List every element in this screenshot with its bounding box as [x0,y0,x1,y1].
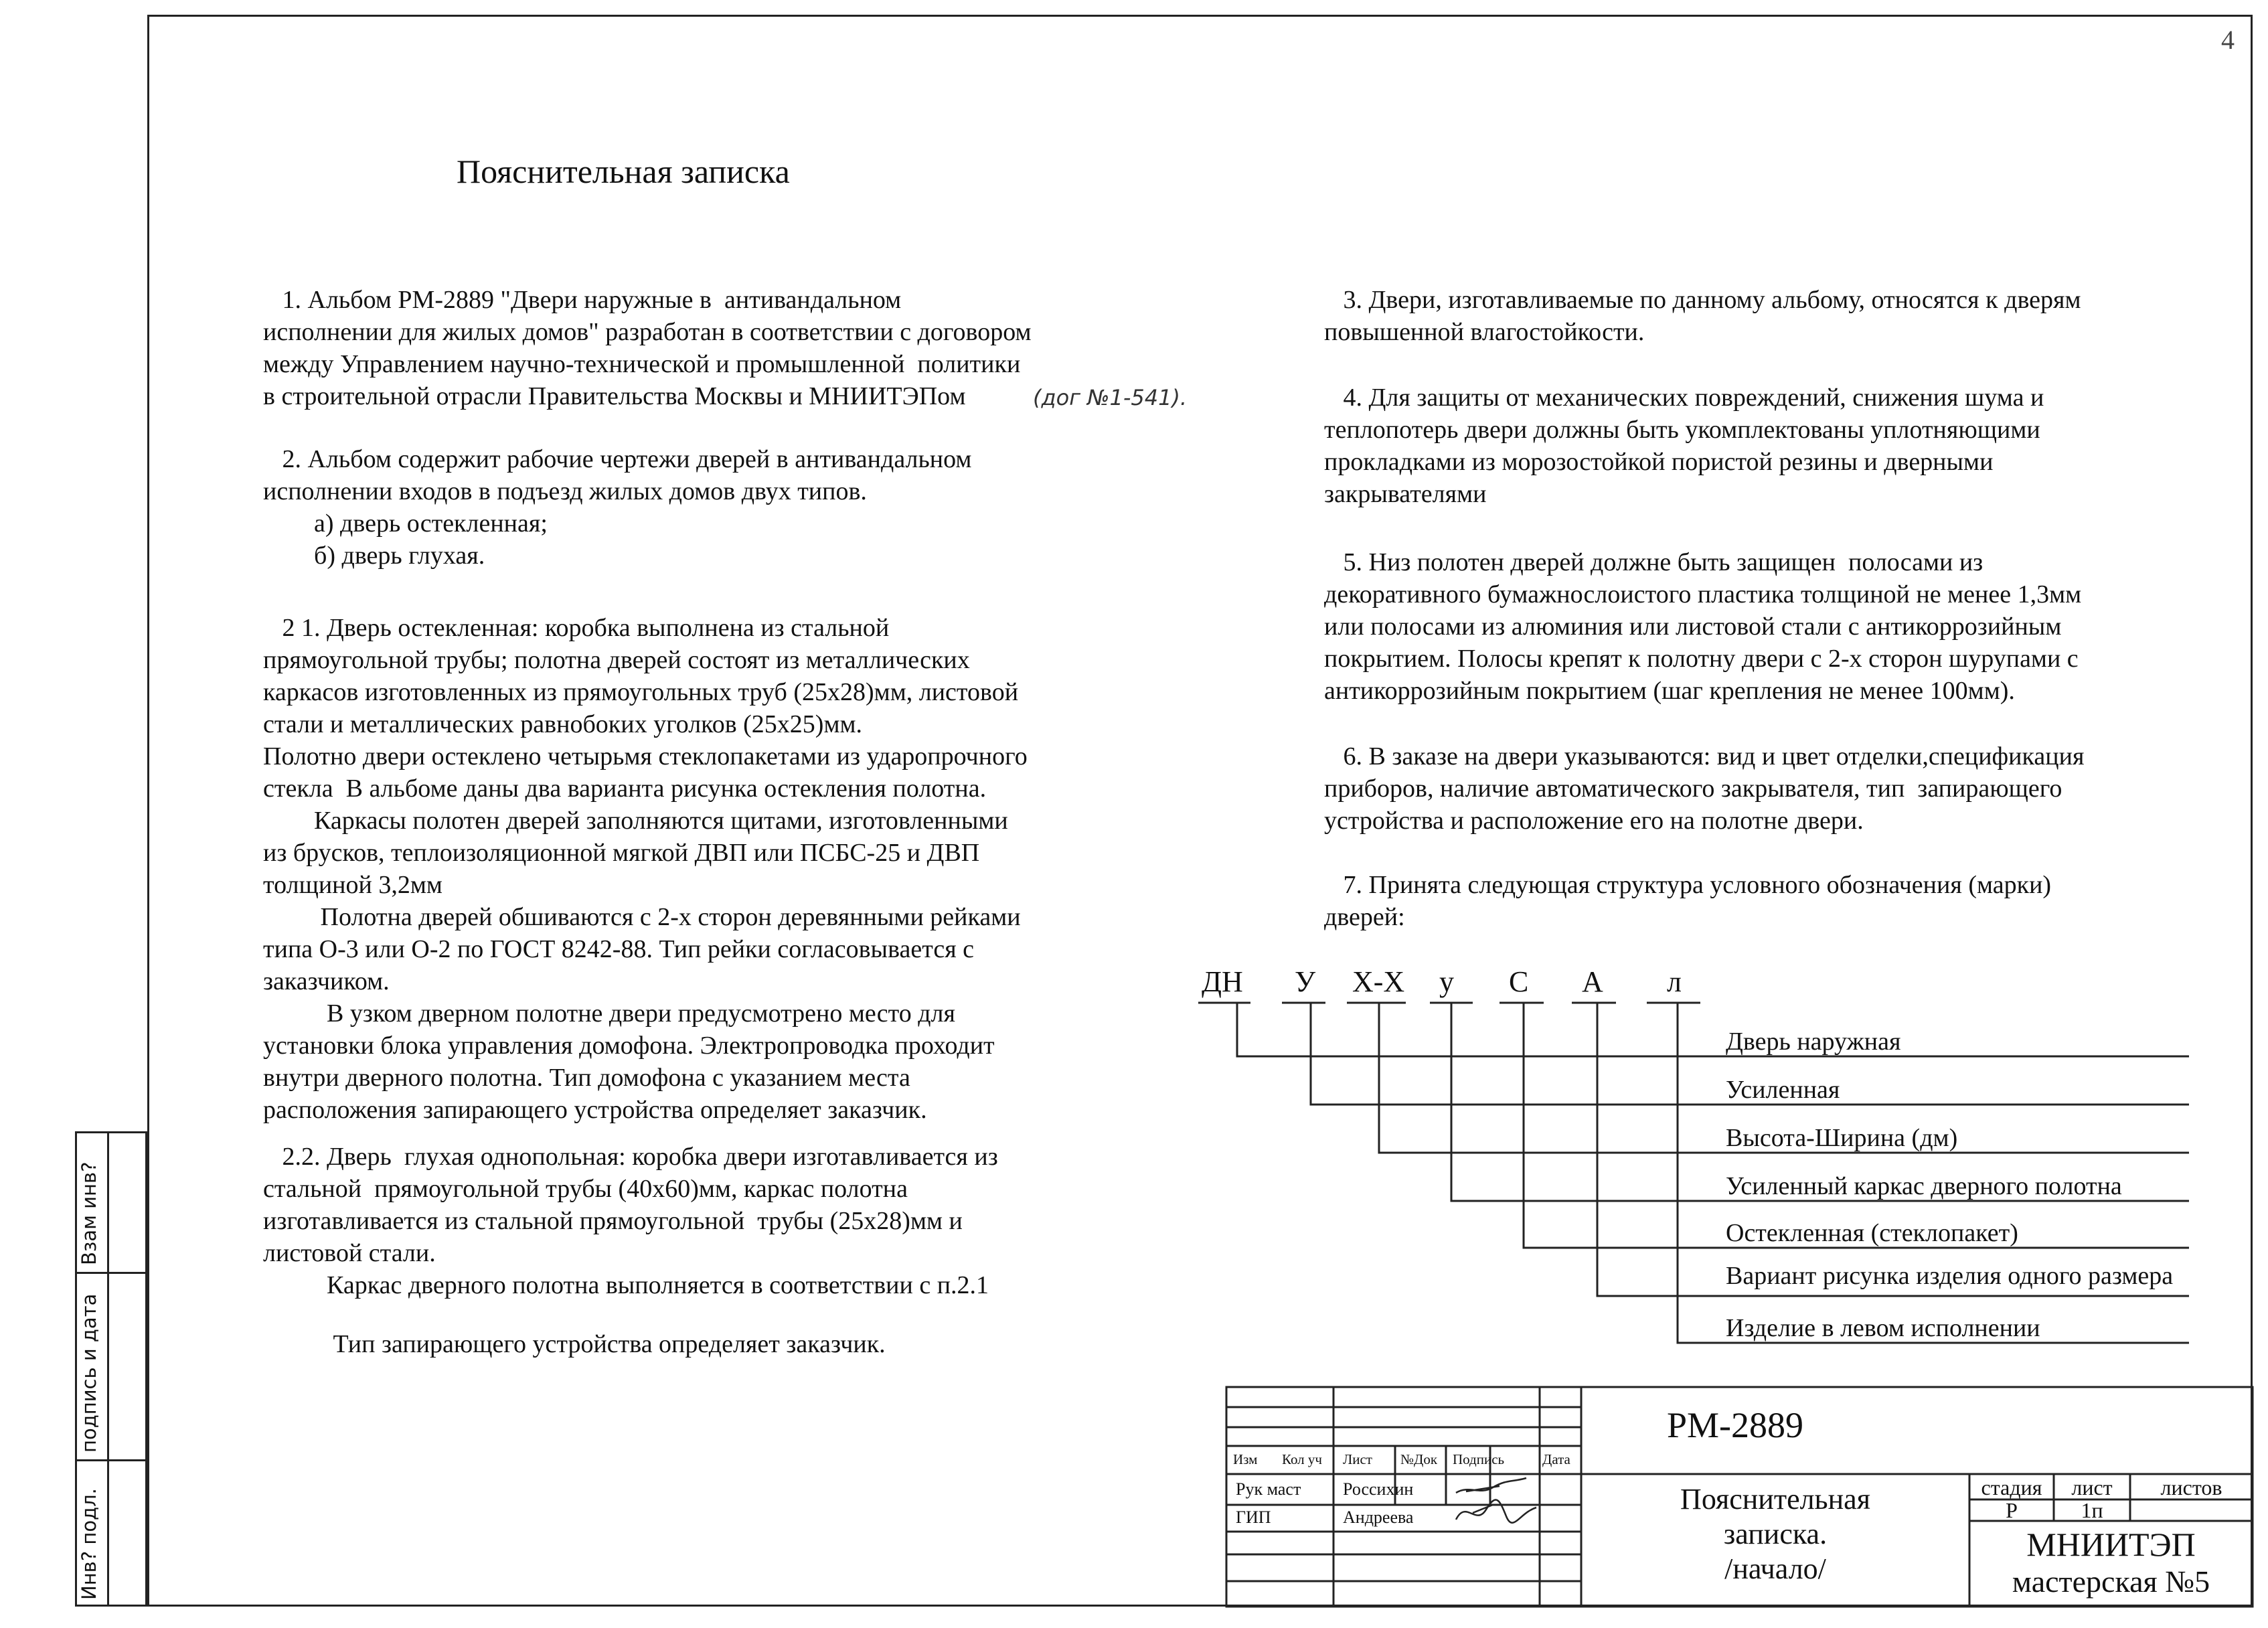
left-para-line: Полотно двери остеклено четырьмя стеклопакетами из ударопрочного [263,742,1028,770]
designation-label: Вариант рисунка изделия одного размера [1726,1262,2174,1290]
stage-header: стадия [1981,1475,2042,1499]
left-para-line: прямоугольной трубы; полотна дверей состоят из металлических [263,646,970,674]
right-para-line: декоративного бумажнослоистого пластика толщиной не менее 1,3мм [1324,580,2082,608]
organization-name: МНИИТЭП [2026,1526,2196,1563]
designation-code: ДН [1202,965,1243,998]
left-para-line: исполнении для жилых домов" разработан в соответствии с договором [263,318,1032,346]
tb-header-izm: Изм [1233,1451,1258,1467]
left-para-line: в строительной отрасли Правительства Москвы и МНИИТЭПом [263,382,966,410]
designation-label: Высота-Ширина (дм) [1726,1124,1958,1152]
right-para-line: антикоррозийным покрытием (шаг крепления не менее 100мм). [1324,677,2015,705]
signature-image [1453,1473,1540,1533]
left-para-line: 2.2. Дверь глухая однопольная: коробка двери изготавливается из [263,1143,998,1171]
side-stamp-replace-label: Взам инв? [78,1161,100,1265]
document-title-line: Пояснительная [1680,1483,1870,1516]
right-para-line: 4. Для защиты от механических повреждений, снижения шума и [1324,384,2044,412]
left-para-line: заказчиком. [263,967,390,995]
document-title-line: /начало/ [1724,1552,1826,1585]
tb-person: Андреева [1343,1508,1414,1527]
left-para-line: типа О-3 или О-2 по ГОСТ 8242-88. Тип рейки согласовывается с [263,935,975,963]
left-para-line: установки блока управления домофона. Электропроводка проходит [263,1032,995,1060]
tb-person: Россихин [1343,1479,1414,1499]
page-title: Пояснительная записка [457,153,790,190]
tb-role: ГИП [1236,1508,1271,1527]
designation-code: у [1439,965,1454,998]
side-stamp-inv-label: Инв? подл. [78,1488,100,1600]
sheet-header: лист [2071,1475,2113,1499]
left-para-line: Каркас дверного полотна выполняется в соответствии с п.2.1 [263,1271,989,1299]
designation-code: С [1509,965,1529,998]
designation-label: Остекленная (стеклопакет) [1726,1219,2018,1247]
document-title-line: записка. [1723,1518,1828,1550]
left-para-line: внутри дверного полотна. Тип домофона с указанием места [263,1064,910,1092]
left-para-line: 2 1. Дверь остекленная: коробка выполнена из стальной [263,614,890,642]
right-para-line: 3. Двери, изготавливаемые по данному альбому, относятся к дверям [1324,286,2081,314]
left-para-line: В узком дверном полотне двери предусмотрено место для [263,999,955,1028]
left-para-line: стекла В альбоме даны два варианта рисунка остекления полотна. [263,775,987,803]
designation-code: У [1295,965,1316,998]
side-stamp-sign-label: подпись и дата [78,1293,100,1453]
left-para-line: стали и металлических равнобоких уголков (25х25)мм. [263,710,863,738]
designation-label: Дверь наружная [1726,1028,1901,1056]
left-para-line: б) дверь глухая. [263,542,485,570]
designation-label: Изделие в левом исполнении [1726,1314,2040,1342]
designation-label: Усиленная [1726,1076,1840,1104]
left-para-line: изготавливается из стальной прямоугольной трубы (25х28)мм и [263,1207,963,1235]
right-para-line: теплопотерь двери должны быть укомплектованы уплотняющими [1324,416,2040,444]
left-para-line: толщиной 3,2мм [263,871,442,899]
page-number: 4 [2221,25,2235,55]
left-para-line: из брусков, теплоизоляционной мягкой ДВП или ПСБС-25 и ДВП [263,839,980,867]
designation-code: А [1582,965,1603,998]
tb-header-date: Дата [1542,1451,1570,1467]
right-para-line: или полосами из алюминия или листовой стали с антикоррозийным [1324,613,2062,641]
right-para-line: прокладками из морозостойкой пористой резины и дверными [1324,448,1994,476]
designation-label: Усиленный каркас дверного полотна [1726,1172,2122,1200]
sheets-header: листов [2160,1475,2222,1499]
handwritten-contract-note: (дог №1-541). [1033,385,1188,410]
right-para-line: 7. Принята следующая структура условного обозначения (марки) [1324,871,2052,899]
right-para-line: повышенной влагостойкости. [1324,318,1645,346]
left-para-line: 1. Альбом РМ-2889 "Двери наружные в антивандальном [263,286,902,314]
stage-value: Р [2006,1498,2018,1522]
designation-code: л [1667,965,1682,998]
tb-header-sign: Подпись [1453,1451,1505,1467]
right-para-line: закрывателями [1324,480,1487,508]
left-para-line: исполнении входов в подъезд жилых домов двух типов. [263,477,867,505]
left-para-line: а) дверь остекленная; [263,509,548,538]
tb-header-list: Лист [1343,1451,1372,1467]
left-para-line: листовой стали. [263,1239,436,1267]
designation-code: Х-Х [1352,965,1405,998]
tb-header-kol: Кол уч [1282,1451,1322,1467]
left-para-line: каркасов изготовленных из прямоугольных труб (25х28)мм, листовой [263,678,1019,706]
right-para-line: 5. Низ полотен дверей должне быть защищен полосами из [1324,548,1983,576]
right-para-line: дверей: [1324,903,1405,931]
right-para-line: покрытием. Полосы крепят к полотну двери с 2-х сторон шурупами с [1324,645,2079,673]
sheet-value: 1п [2081,1498,2103,1522]
left-para-line: Полотна дверей обшиваются с 2-х сторон деревянными рейками [263,903,1021,931]
left-para-line: расположения запирающего устройства определяет заказчик. [263,1096,927,1124]
right-para-line: устройства и расположение его на полотне двери. [1324,807,1864,835]
left-para-line: стальной прямоугольной трубы (40х60)мм, каркас полотна [263,1175,908,1203]
right-para-line: 6. В заказе на двери указываются: вид и цвет отделки,спецификация [1324,742,2085,770]
tb-role: Рук маст [1236,1479,1301,1499]
left-para-line: Тип запирающего устройства определяет заказчик. [263,1330,886,1358]
tb-header-doc: №Док [1400,1451,1438,1467]
left-para-line: 2. Альбом содержит рабочие чертежи дверей в антивандальном [263,445,972,473]
right-para-line: приборов, наличие автоматического закрывателя, тип запирающего [1324,775,2062,803]
document-code: РМ-2889 [1667,1405,1804,1445]
organization-workshop: мастерская №5 [2012,1564,2210,1599]
left-para-line: между Управлением научно-технической и промышленной политики [263,350,1021,378]
left-para-line: Каркасы полотен дверей заполняются щитами, изготовленными [263,807,1008,835]
